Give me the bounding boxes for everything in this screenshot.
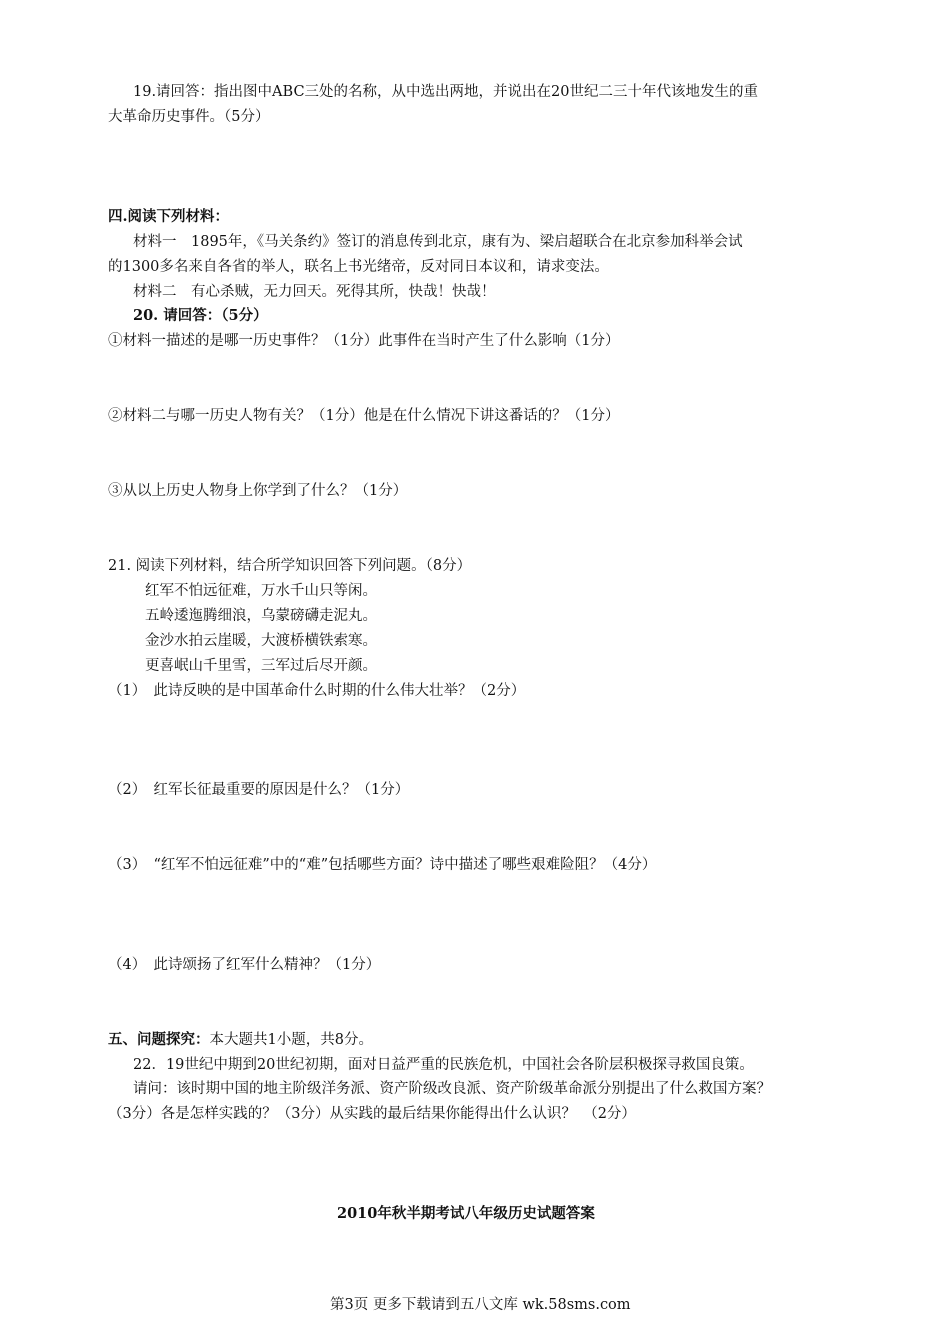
q22-line1: 22．19世纪中期到20世纪初期，面对日益严重的民族危机，中国社会各阶层积极探寻救国良策。 xyxy=(133,1057,754,1073)
q20-sub2: ②材料二与哪一历史人物有关？（1分）他是在什么情况下讲这番话的？（1分） xyxy=(108,408,620,424)
q21-sub3: （3） “红军不怕远征难”中的“难”包括哪些方面？诗中描述了哪些艰难险阻？（4分） xyxy=(108,857,657,873)
q21-intro: 21. 阅读下列材料，结合所学知识回答下列问题。（8分） xyxy=(108,558,472,574)
q21-sub1: （1） 此诗反映的是中国革命什么时期的什么伟大壮举？（2分） xyxy=(108,683,526,699)
section5-heading-label: 五、问题探究： xyxy=(108,1031,210,1048)
section5-heading xyxy=(108,1030,373,1050)
q20-sub3: ③从以上历史人物身上你学到了什么？（1分） xyxy=(108,483,408,499)
poem-line-1: 红军不怕远征难，万水千山只等闲。 xyxy=(145,583,377,599)
q21-sub4: （4） 此诗颂扬了红军什么精神？（1分） xyxy=(108,957,381,973)
q20-sub1: ①材料一描述的是哪一历史事件？（1分）此事件在当时产生了什么影响（1分） xyxy=(108,333,620,349)
q22-line3: （3分）各是怎样实践的？（3分）从实践的最后结果你能得出什么认识？ （2分） xyxy=(108,1106,636,1122)
answer-title: 2010年秋半期考试八年级历史试题答案 xyxy=(337,1205,595,1222)
poem-line-3: 金沙水拍云崖暖，大渡桥横铁索寒。 xyxy=(145,633,377,649)
section4-heading: 四.阅读下列材料： xyxy=(108,208,230,225)
q21-sub2: （2） 红军长征最重要的原因是什么？（1分） xyxy=(108,782,410,798)
poem-line-4: 更喜岷山千里雪，三军过后尽开颜。 xyxy=(145,658,377,674)
q20-title: 20. 请回答：（5分） xyxy=(133,307,268,324)
material1-line2: 的1300多名来自各省的举人，联名上书光绪帝，反对同日本议和，请求变法。 xyxy=(108,259,609,275)
page-footer: 第3页 更多下载请到五八文库 wk.58sms.com xyxy=(330,1297,631,1313)
q22-line2: 请问：该时期中国的地主阶级洋务派、资产阶级改良派、资产阶级革命派分别提出了什么救国方案？ xyxy=(133,1081,771,1097)
section5-heading-text: 本大题共1小题，共8分。 xyxy=(209,1032,373,1048)
q19-line2: 大革命历史事件。（5分） xyxy=(108,109,270,125)
material1-line1: 材料一 1895年，《马关条约》签订的消息传到北京，康有为、梁启超联合在北京参加科举会试 xyxy=(133,234,743,250)
q19-line1: 19.请回答：指出图中ABC三处的名称，从中选出两地，并说出在20世纪二三十年代该地发生的重 xyxy=(133,84,758,100)
material2: 材料二 有心杀贼，无力回天。死得其所，快哉！快哉！ xyxy=(133,284,496,300)
poem-line-2: 五岭逶迤腾细浪，乌蒙磅礴走泥丸。 xyxy=(145,608,377,624)
